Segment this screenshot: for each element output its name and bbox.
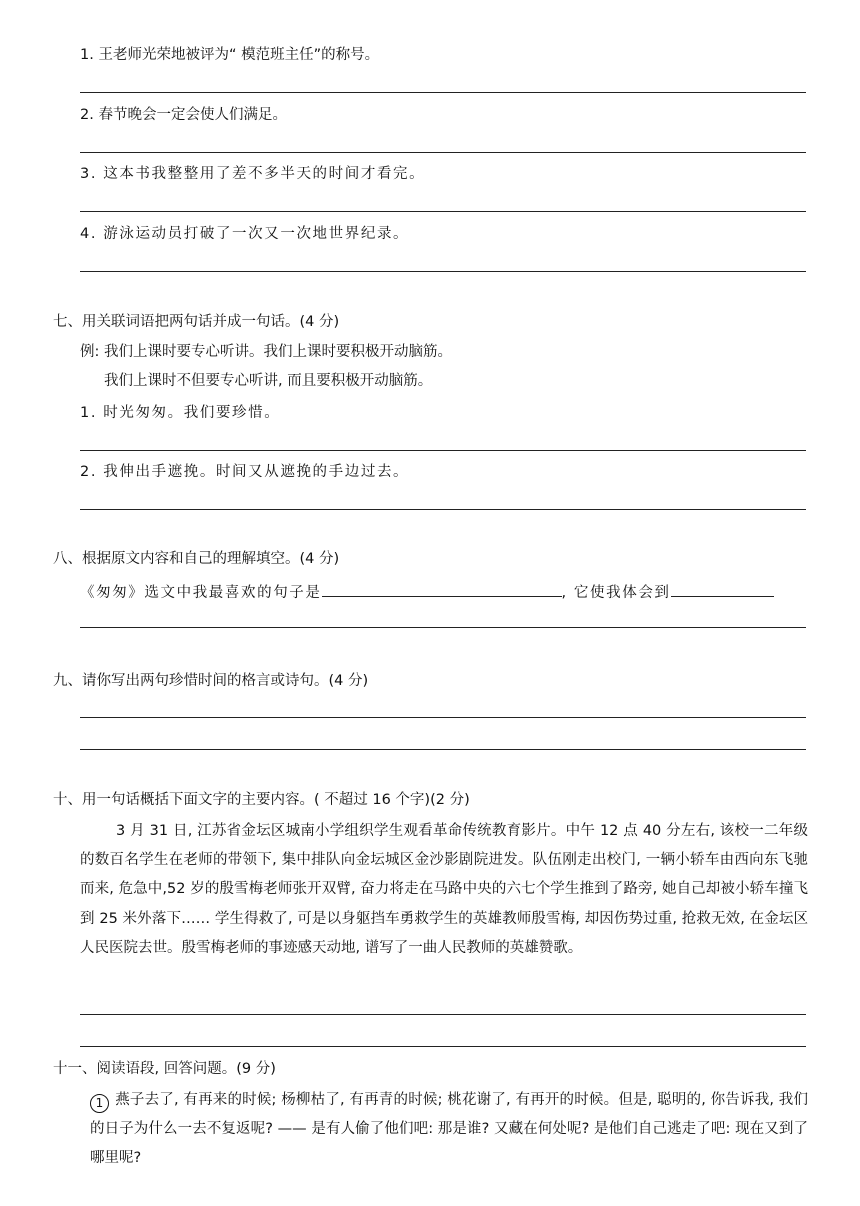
section-7-example-question: 例: 我们上课时要专心听讲。我们上课时要积极开动脑筋。 [80,344,452,360]
answer-line[interactable] [80,627,806,628]
section-8-fill-line [80,580,774,603]
answer-line[interactable] [80,509,806,510]
answer-line[interactable] [80,450,806,451]
section-9-heading: 九、请你写出两句珍惜时间的格言或诗句。(4 分) [53,673,369,689]
fill-prompt-favorite-sentence: 《匆匆》选文中我最喜欢的句子是 [80,585,322,601]
answer-line[interactable] [80,271,806,272]
section-7-heading: 七、用关联词语把两句话并成一句话。(4 分) [53,314,340,330]
section-11-passage [90,1086,808,1174]
answer-line[interactable] [80,211,806,212]
section-10-passage [80,817,808,963]
answer-line[interactable] [80,1046,806,1047]
section-11-heading: 十一、阅读语段, 回答问题。(9 分) [53,1061,276,1077]
blank-realization[interactable] [671,580,774,597]
fill-prompt-realization: , 它使我体会到 [561,585,671,601]
question-6-item-4: 4. 游泳运动员打破了一次又一次地世界纪录。 [80,226,410,242]
blank-favorite-sentence[interactable] [322,580,562,597]
question-6-item-1: 1. 王老师光荣地被评为“ 模范班主任”的称号。 [80,47,380,63]
answer-line[interactable] [80,749,806,750]
answer-line[interactable] [80,92,806,93]
answer-line[interactable] [80,1014,806,1015]
question-6-item-2: 2. 春节晚会一定会使人们满足。 [80,107,287,123]
section-8-heading: 八、根据原文内容和自己的理解填空。(4 分) [53,551,340,567]
question-6-item-3: 3. 这本书我整整用了差不多半天的时间才看完。 [80,166,426,182]
section-7-item-1: 1. 时光匆匆。我们要珍惜。 [80,405,281,421]
answer-line[interactable] [80,152,806,153]
paragraph-number-badge: 1 [90,1094,109,1113]
section-7-item-2: 2. 我伸出手遮挽。时间又从遮挽的手边过去。 [80,464,410,480]
section-11-passage-text: 燕子去了, 有再来的时候; 杨柳枯了, 有再青的时候; 桃花谢了, 有再开的时候。但是, 聪明的, 你告诉我, 我们的日子为什么一去不复返呢? —— 是有人偷了他们吧: 那是谁? 又藏在何处呢? 是他们自己逃走了吧: 现在又到了哪里呢? [90,1092,808,1167]
section-10-heading: 十、用一句话概括下面文字的主要内容。( 不超过 16 个字)(2 分) [53,792,470,808]
section-7-example-answer: 我们上课时不但要专心听讲, 而且要积极开动脑筋。 [104,373,433,389]
section-10-passage-text: 3 月 31 日, 江苏省金坛区城南小学组织学生观看革命传统教育影片。中午 12 点 40 分左右, 该校一二年级的数百名学生在老师的带领下, 集中排队向金坛城区金沙影剧院进发。队伍刚走出校门, 一辆小轿车由西向东飞驰而来, 危急中,52 岁的殷雪梅老师张开双臂, 奋力将走在马路中央的六七个学生推到了路旁, 她自己却被小轿车撞飞到 25 米外落下…… 学生得救了, 可是以身躯挡车勇救学生的英雄教师殷雪梅, 却因伤势过重, 抢救无效, 在金坛区人民医院去世。殷雪梅老师的事迹感天动地, 谱写了一曲人民教师的英雄赞歌。 [80,823,808,956]
answer-line[interactable] [80,717,806,718]
